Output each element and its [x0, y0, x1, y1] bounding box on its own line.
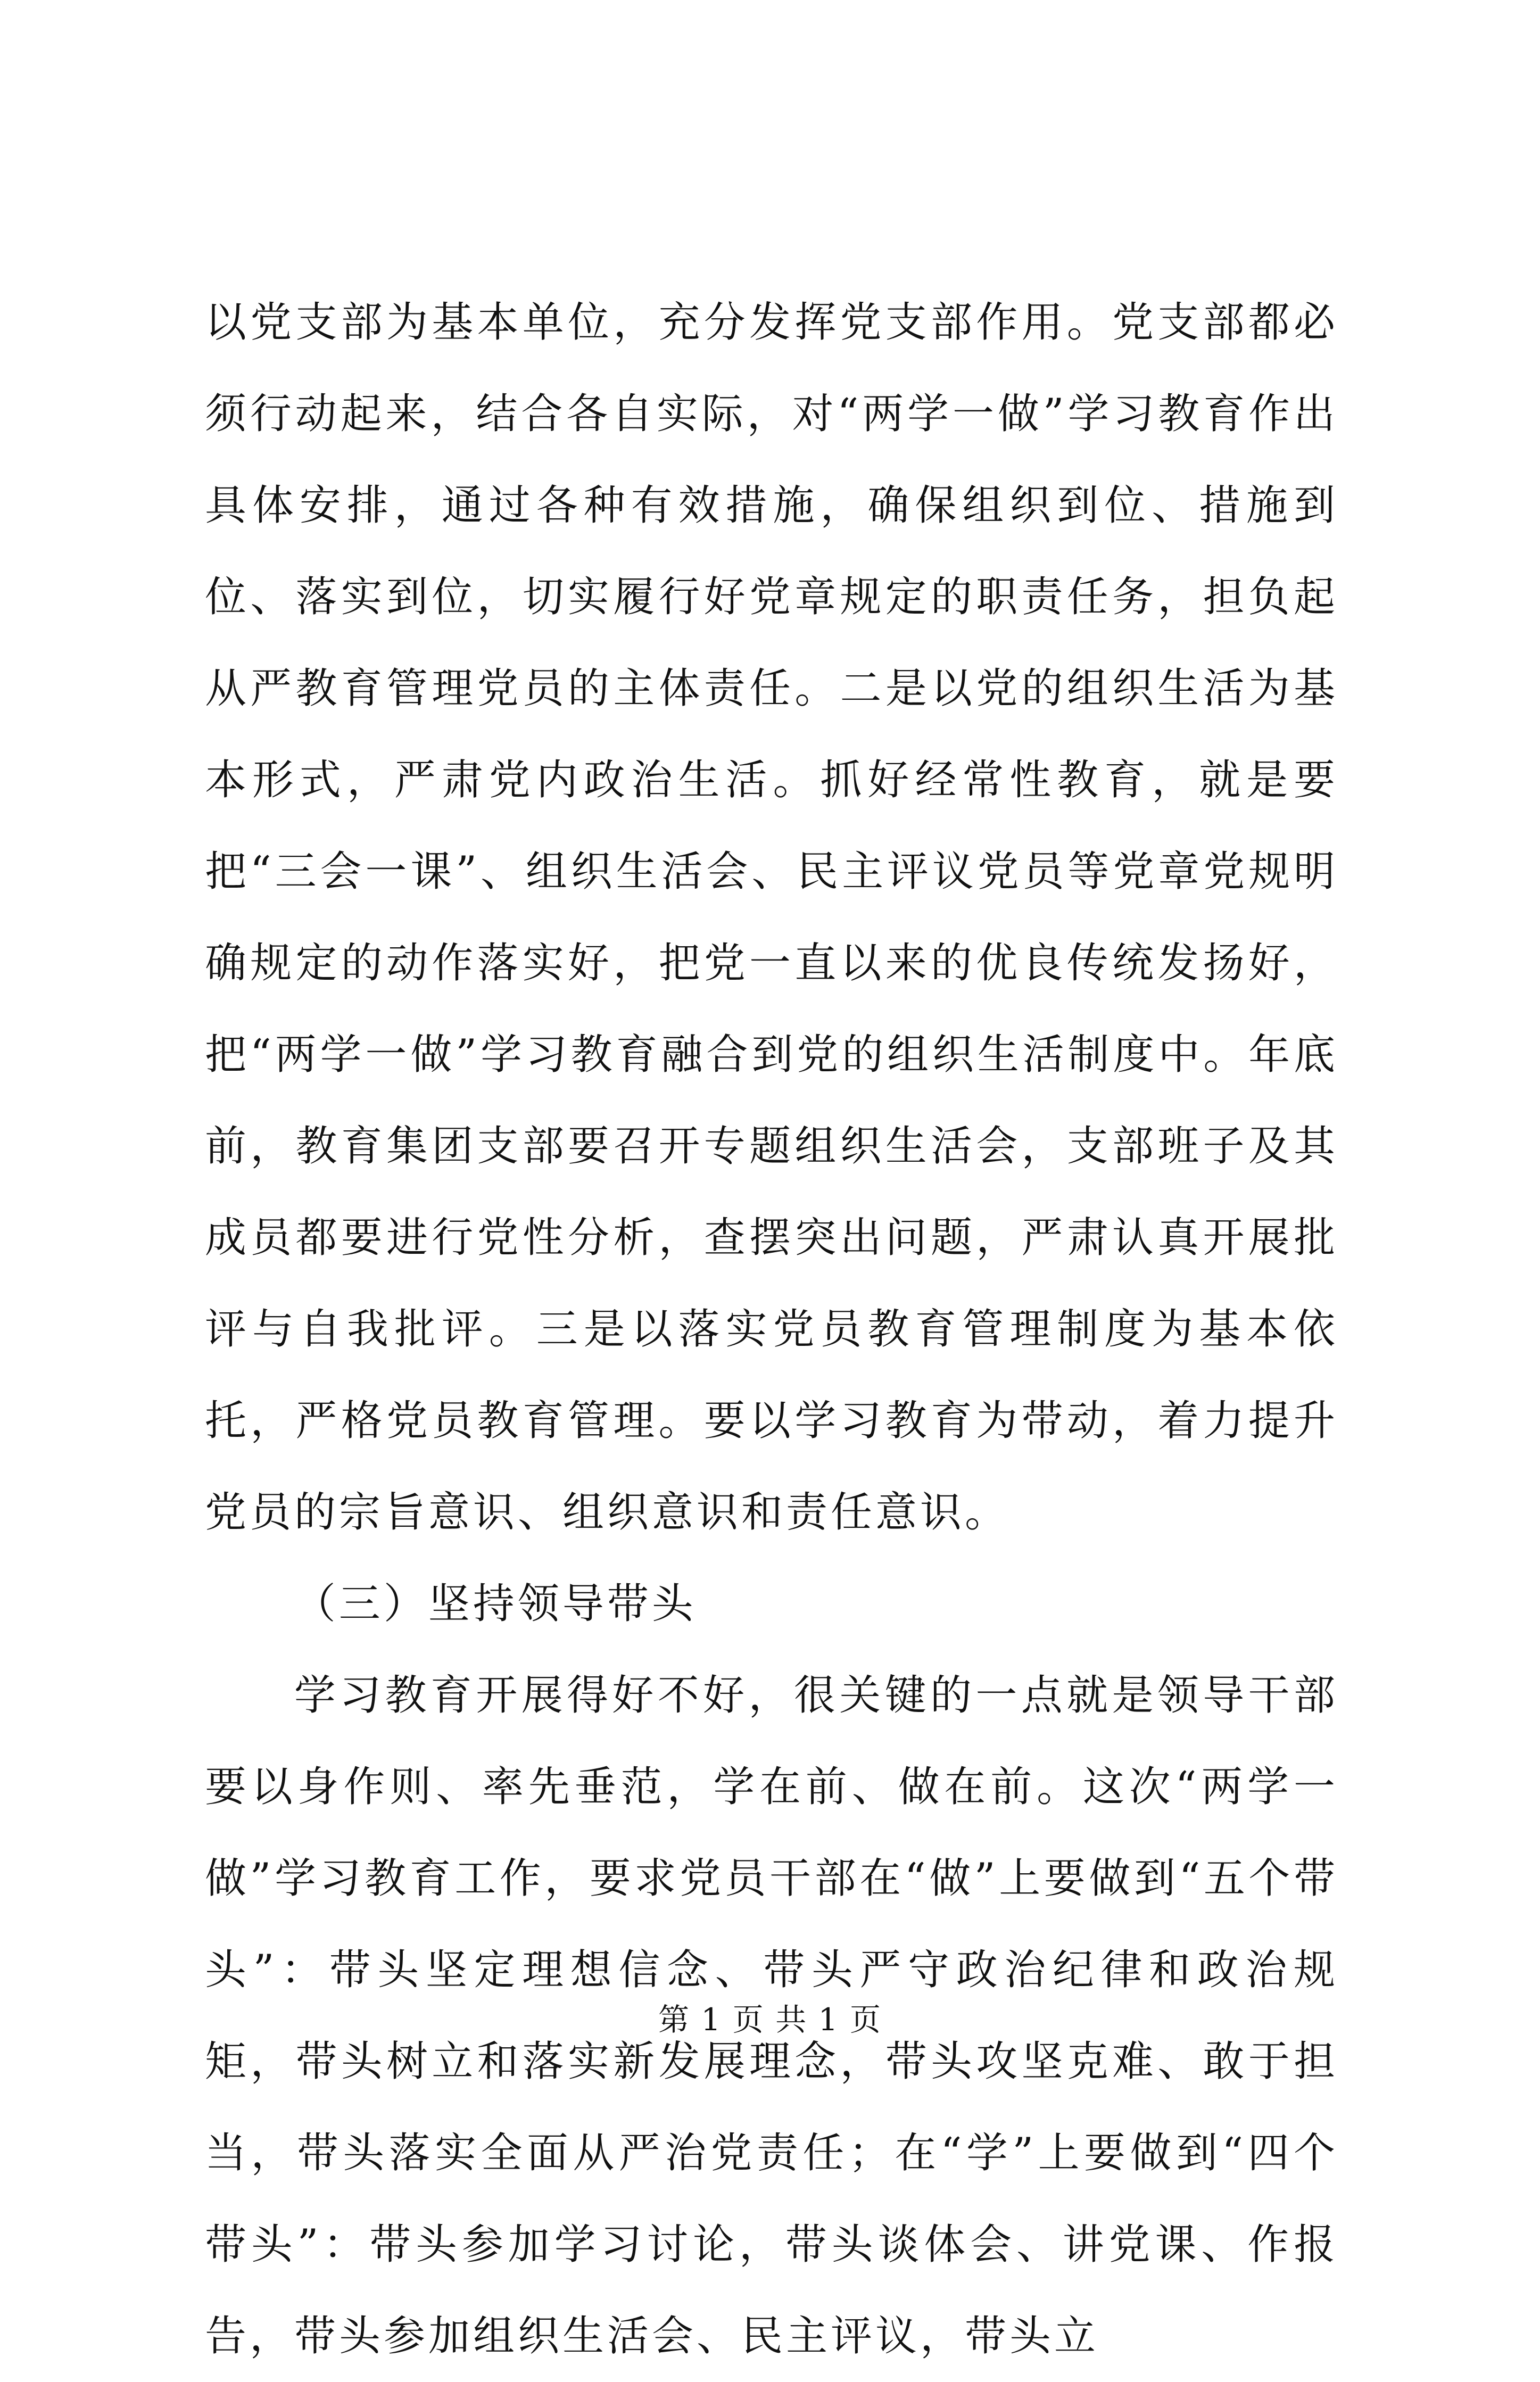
section-heading-leadership: （三）坚持领导带头 — [294, 1580, 697, 1628]
page-footer: 第 1 页 共 1 页 — [658, 2001, 882, 2038]
paragraph-leadership: 学习教育开展得好不好，很关键的一点就是领导干部要以身作则、率先垂范，学在前、做在前。这次“两学一做”学习教育工作，要求党员干部在“做”上要做到“五个带头”：带头坚定理想信念、带头严守政治纪律和政治规矩，带头树立和落实新发展理念，带头攻坚克难、敢于担当，带头落实全面从严治党责任；在“学”上要做到“四个带头”：带头参加学习讨论，带头谈体会、讲党课、作报告，带头参加组织生活会、民主评议，带头立 — [205, 1672, 1338, 2360]
document-body — [205, 277, 1338, 2382]
paragraph-party-branch: 以党支部为基本单位，充分发挥党支部作用。党支部都必须行动起来，结合各自实际，对“两学一做”学习教育作出具体安排，通过各种有效措施，确保组织到位、措施到位、落实到位，切实履行好党章规定的职责任务，担负起从严教育管理党员的主体责任。二是以党的组织生活为基本形式，严肃党内政治生活。抓好经常性教育，就是要把“三会一课”、组织生活会、民主评议党员等党章党规明确规定的动作落实好，把党一直以来的优良传统发扬好，把“两学一做”学习教育融合到党的组织生活制度中。年底前，教育集团支部要召开专题组织生活会，支部班子及其成员都要进行党性分析，查摆突出问题，严肃认真开展批评与自我批评。三是以落实党员教育管理制度为基本依托，严格党员教育管理。要以学习教育为带动，着力提升党员的宗旨意识、组织意识和责任意识。 — [205, 299, 1338, 1536]
